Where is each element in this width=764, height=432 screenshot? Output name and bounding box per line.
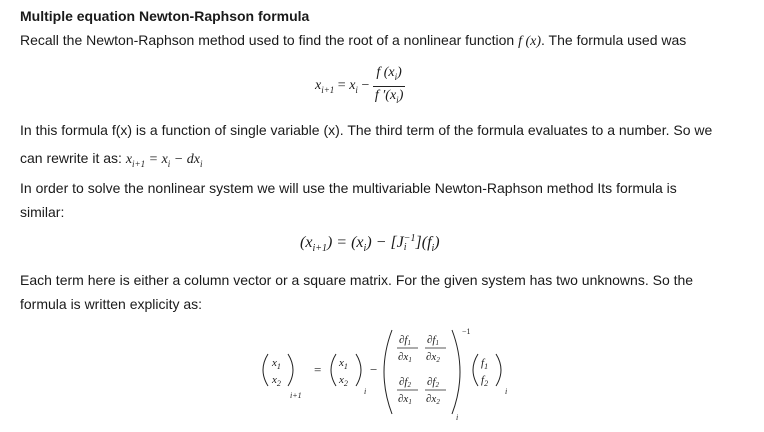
svg-text:∂x1: ∂x1 — [398, 351, 412, 364]
paragraph-2-line-2: can rewrite it as: $x_{i+1} = x_i - dx_i$ — [20, 150, 203, 169]
svg-text:∂x2: ∂x2 — [426, 351, 440, 364]
f-paren-right — [496, 354, 501, 386]
lhs-subscript: i+1 — [290, 391, 302, 400]
rhs-subscript: i — [364, 387, 367, 396]
intro-function: f (x) — [518, 34, 542, 49]
derivative-fraction: $\frac{f (x_i)}{f '(x_i)}$ — [374, 65, 404, 105]
inverse-superscript: −1 — [462, 327, 471, 336]
paragraph-4-line-1: Each term here is either a column vector or a square matrix. For the given system has two unknowns. So the — [20, 272, 694, 288]
equals-sign: = — [314, 362, 322, 377]
lhs-paren-right — [288, 354, 293, 386]
lhs-x2: $x_2$ — [272, 374, 281, 388]
heading: Multiple equation Newton-Raphson formula — [20, 8, 310, 24]
minus-sign: − — [370, 362, 378, 377]
paragraph-2-line-1: In this formula f(x) is a function of single variable (x). The third term of the formula evaluates to a number. So we — [20, 122, 713, 138]
rhs-x1: $x_1$ — [339, 357, 348, 371]
jacobian-subscript: i — [456, 413, 459, 422]
lhs-paren-left — [263, 354, 268, 386]
f-paren-left — [473, 354, 478, 386]
svg-text:∂f2: ∂f2 — [399, 376, 411, 389]
f1: $f_1$ — [481, 357, 489, 371]
jacobian-paren-left — [384, 330, 392, 414]
paragraph-4-line-2: formula is written explicity as: — [20, 296, 203, 312]
svg-text:∂f1: ∂f1 — [399, 334, 411, 347]
rhs-paren-left — [331, 354, 336, 386]
f2: $f_2$ — [481, 374, 489, 388]
paragraph-3-line-2: similar: — [20, 204, 65, 220]
svg-text:∂f2: ∂f2 — [427, 376, 439, 389]
intro-text: Recall the Newton-Raphson method used to find the root of a nonlinear function — [20, 32, 519, 48]
paragraph-3-line-1: In order to solve the nonlinear system we will use the multivariable Newton-Raphson method Its formula is — [20, 180, 677, 196]
jacobian-row-1 — [397, 334, 446, 364]
svg-text:∂x1: ∂x1 — [398, 393, 412, 406]
multivariable-equation: $(x_{i+1}) = (x_i) - [J$ −1 i ]$(f_i)$ — [300, 233, 440, 255]
jacobian-row-2 — [397, 376, 446, 406]
jacobian-paren-right — [452, 330, 460, 414]
newton-raphson-equation: $x_{i+1} = x_i$ − $\frac{f (x_i)}{f '(x_i)}$ — [315, 64, 405, 109]
rhs-paren-right — [356, 354, 361, 386]
rhs-x2: $x_2$ — [339, 374, 348, 388]
lhs-x1: $x_1$ — [272, 357, 281, 371]
f-subscript: i — [505, 387, 508, 396]
intro-text-end: . The formula used was — [541, 32, 687, 48]
svg-text:∂x2: ∂x2 — [426, 393, 440, 406]
svg-text:∂f1: ∂f1 — [427, 334, 439, 347]
